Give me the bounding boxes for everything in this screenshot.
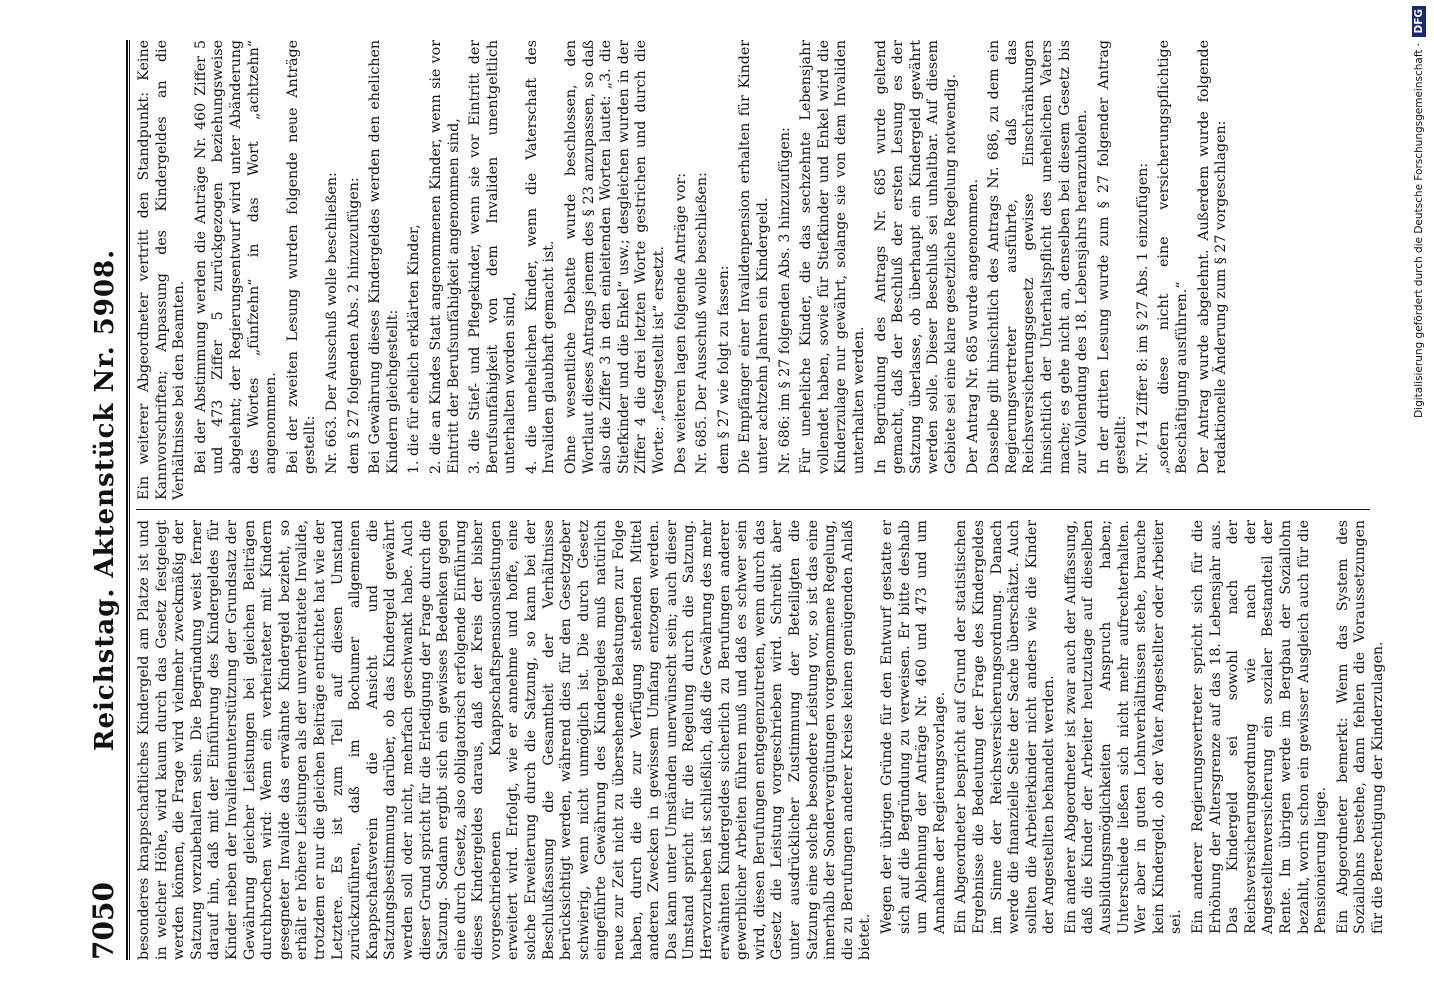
paragraph: Bei der Abstimmung werden die Anträge Nr. 460 Ziffer 5 und 473 Ziffer 5 zurückgezogen beziehungsweise abgelehnt; der Regierungsentwurf wird unter Abänderung des Wortes „fünfzehn“ in das Wort „achtzehn“ angenommen. [192, 40, 280, 474]
scanned-page [40, 0, 1400, 1000]
paragraph: Wegen der übrigen Gründe für den Entwurf gestatte er sich auf die Begründung zu verweisen. Er bitte deshalb um Ablehnung der Anträge Nr. 460 und 473 und um Annahme der Regierungsvorlage. [878, 520, 948, 934]
motion-heading: Nr. 686: im § 27 folgenden Abs. 3 hinzuzufügen: [776, 127, 793, 474]
paragraph: Der Antrag Nr. 685 wurde angenommen. [964, 179, 981, 474]
page-header [80, 40, 128, 960]
paragraph: In Begründung des Antrags Nr. 685 wurde geltend gemacht, daß der Beschluß der ersten Lesung es der Satzung überlasse, ob überhaupt ein Kindergeld gewährt werden solle. Dieser Beschluß sei unhaltbar. Auf diesem Gebiete sei eine klare gesetzliche Regelung notwendig. [872, 40, 959, 474]
paragraph: dem § 27 wie folgt zu fassen: [715, 265, 732, 474]
motion-heading: Nr. 685. Der Ausschuß wolle beschließen: [694, 172, 711, 474]
paragraph: dem § 27 folgenden Abs. 2 hinzuzufügen: [345, 177, 362, 474]
page-number: 7050 [87, 882, 120, 960]
paragraph: Ein anderer Abgeordneter ist zwar auch der Auffassung, daß die Kinder der Arbeiter heutzutage auf dieselben Ausbildungsmöglichkeiten Anspruch haben; Unterschiede ließen sich nicht mehr aufrechterhalten. Wer aber in guten Lohnverhältnissen stehe, brauche kein Kindergeld, ob der Vater Angestellter oder Arbeiter sei. [1062, 520, 1185, 934]
right-column [136, 40, 1370, 500]
paragraph: Für uneheliche Kinder, die das sechzehnte Lebensjahr vollendet haben, sowie für Stiefkinder und Enkel wird die Kinderzulage nur gewährt, solange sie von dem Invaliden unterhalten werden. [798, 40, 867, 474]
column-divider [136, 509, 1370, 510]
header-rule [129, 40, 130, 960]
paragraph: Dasselbe gilt hinsichtlich des Antrags Nr. 686, zu dem ein Regierungsvertreter ausführte, daß das Reichsversicherungsgesetz gewisse Einschränkungen hinsichtlich der Unterhaltspflicht des unehelichen Vaters mache; es gehe nicht an, denselben bei diesem Gesetz bis zur Vollendung des 18. Lebensjahrs heranzuholen. [986, 40, 1091, 474]
paragraph: Ein anderer Regierungsvertreter spricht sich für die Erhöhung der Altersgrenze auf das 18. Lebensjahr aus. Das Kindergeld sei sowohl nach der Reichsversicherungsordnung wie nach der Angestelltenversicherung ein sozialer Bestandteil der Rente. Im übrigen werde im Bergbau der Soziallohn bezahlt, worin schon ein gewisser Ausgleich auch für die Pensionierung liege. [1190, 520, 1330, 934]
paragraph: Der Antrag wurde abgelehnt. Außerdem wurde folgende redaktionelle Änderung zum § 27 vorgeschlagen: [1195, 40, 1230, 474]
dfg-logo: DFG [1412, 6, 1426, 37]
paragraph: besonderes knappschaftliches Kindergeld am Platze ist und in welcher Höhe, wird kaum durch das Gesetz festgelegt werden können, die Frage wird vielmehr zweckmäßig der Satzung vorzubehalten sein. Die Begründung weist ferner darauf hin, daß mit der Einführung des Kindergeldes für Kinder neben der Invalidenunterstützung der Grundsatz der Gewährung gleicher Leistungen bei gleichen Beiträgen durchbrochen wird: Wenn ein verheirateter mit Kindern gesegneter Invalide das erwähnte Kindergeld bezieht, so erhält er höhere Leistungen als der unverheiratete Invalide, trotzdem er nur die gleichen Beiträge entrichtet hat wie der Letztere. Es ist zum Teil auf diesen Umstand zurückzuführen, daß im Bochumer allgemeinen Knappschaftsverein die Ansicht und die Satzungsbestimmung darüber, ob das Kindergeld gewährt werden soll oder nicht, mehrfach geschwankt habe. Auch dieser Grund spricht für die Erledigung der Frage durch die Satzung. Sodann ergibt sich ein gewisses Bedenken gegen eine durch Gesetz, also obligatorisch erfolgende Einführung dieses Kindergeldes daraus, daß der Kreis der bisher vorgeschriebenen Knappschaftspensionsleistungen erweitert wird. Erfolgt, wie er annehme und hoffe, eine solche Erweiterung durch die Satzung, so kann bei der Beschlußfassung die Gesamtheit der Verhältnisse berücksichtigt werden, während dies für den Gesetzgeber schwierig, wenn nicht unmöglich ist. Die durch Gesetz eingeführte Gewährung des Kindergeldes muß natürlich neue zur Zeit nicht zu übersehende Belastungen zur Folge haben, durch die die zur Verfügung stehenden Mittel anderen Zwecken in gewissem Umfang entzogen werden. Das kann unter Umständen unerwünscht sein; auch dieser Umstand spricht für die Regelung durch die Satzung. Hervorzuheben ist schließlich, daß die Gewährung des mehr erwähnten Kindergeldes sicherlich zu Berufungen anderer gewerblicher Arbeiten führen muß und daß es schwer sein wird, diesen Berufungen entgegenzutreten, wenn durch das Gesetz die Leistung vorgeschrieben wird. Schreibt aber unter ausdrücklicher Zustimmung der Beteiligten die Satzung eine solche besondere Leistung vor, so ist das eine innerhalb der Sondervergütungen vorgenommene Regelung, die zu Berufungen anderer Kreise keinen genügenden Anlaß bietet. [136, 520, 874, 960]
paragraph: Ein Abgeordneter bespricht auf Grund der statistischen Ergebnisse die Bedeutung der Frage des Kindergeldes im Sinne der Reichsversicherungsordnung. Danach werde die finanzielle Seite der Sache überschätzt. Auch sollten die Arbeiterkinder nicht anders wie die Kinder der Angestellten behandelt werden. [953, 520, 1058, 934]
list-item: 1. die für ehelich erklärten Kinder, [406, 224, 423, 474]
left-column [136, 520, 1386, 960]
page-title: Reichstag. Aktenstück Nr. 5908. [90, 248, 120, 752]
paragraph: In der dritten Lesung wurde zum § 27 folgender Antrag gestellt: [1095, 40, 1130, 474]
funding-note: Digitalisierung gefördert durch die Deutsche Forschungsgemeinschaft · [1413, 42, 1425, 418]
paragraph: Ein Abgeordneter bemerkt: Wenn das System des Soziallohns bestehe, dann fehlen die Voraussetzungen für die Berechtigung der Kinderzulagen. [1334, 520, 1386, 934]
paragraph: Die Empfänger einer Invalidenpension erhalten für Kinder unter achtzehn Jahren ein Kindergeld. [737, 40, 771, 474]
paragraph: Ohne wesentliche Debatte wurde beschlossen, den Wortlaut dieses Antrags jenem des § 23 anzupassen, so daß also die Ziffer 3 in den einleitenden Worten lautet: „3. die Stiefkinder und die Enkel“ usw.; desgleichen wurden in der Ziffer 4 die drei letzten Worte gestrichen und durch die Worte: „festgestellt ist“ ersetzt. [563, 40, 668, 474]
list-item: 3. die Stief- und Pflegekinder, wenn sie vor Eintritt der Berufsunfähigkeit von dem Invaliden unentgeltlich unterhalten worden sind, [467, 40, 519, 474]
paragraph: Ein weiterer Abgeordneter vertritt den Standpunkt: Keine Kannvorschriften; Anpassung des Kindergeldes an die Verhältnisse bei den Beamten. [136, 40, 188, 500]
funding-sidebar [1406, 0, 1432, 1000]
list-item: 4. die unehelichen Kinder, wenn die Vaterschaft des Invaliden glaubhaft gemacht ist. [523, 40, 558, 474]
paragraph: Des weiteren lagen folgende Anträge vor: [672, 172, 689, 474]
paragraph: „sofern diese nicht eine versicherungspflichtige Beschäftigung ausführen.“ [1156, 40, 1191, 474]
paragraph: Bei der zweiten Lesung wurden folgende neue Anträge gestellt: [284, 40, 319, 474]
motion-heading: Nr. 663. Der Ausschuß wolle beschließen: [323, 172, 340, 474]
list-item: 2. die an Kindes Statt angenommenen Kinder, wenn sie vor Eintritt der Berufsunfähigkeit angenommen sind, [427, 40, 462, 474]
paragraph: Bei Gewährung dieses Kindergeldes werden den ehelichen Kindern gleichgestellt: [367, 40, 401, 474]
motion-heading: Nr. 714 Ziffer 8: im § 27 Abs. 1 einzufügen: [1134, 162, 1151, 474]
